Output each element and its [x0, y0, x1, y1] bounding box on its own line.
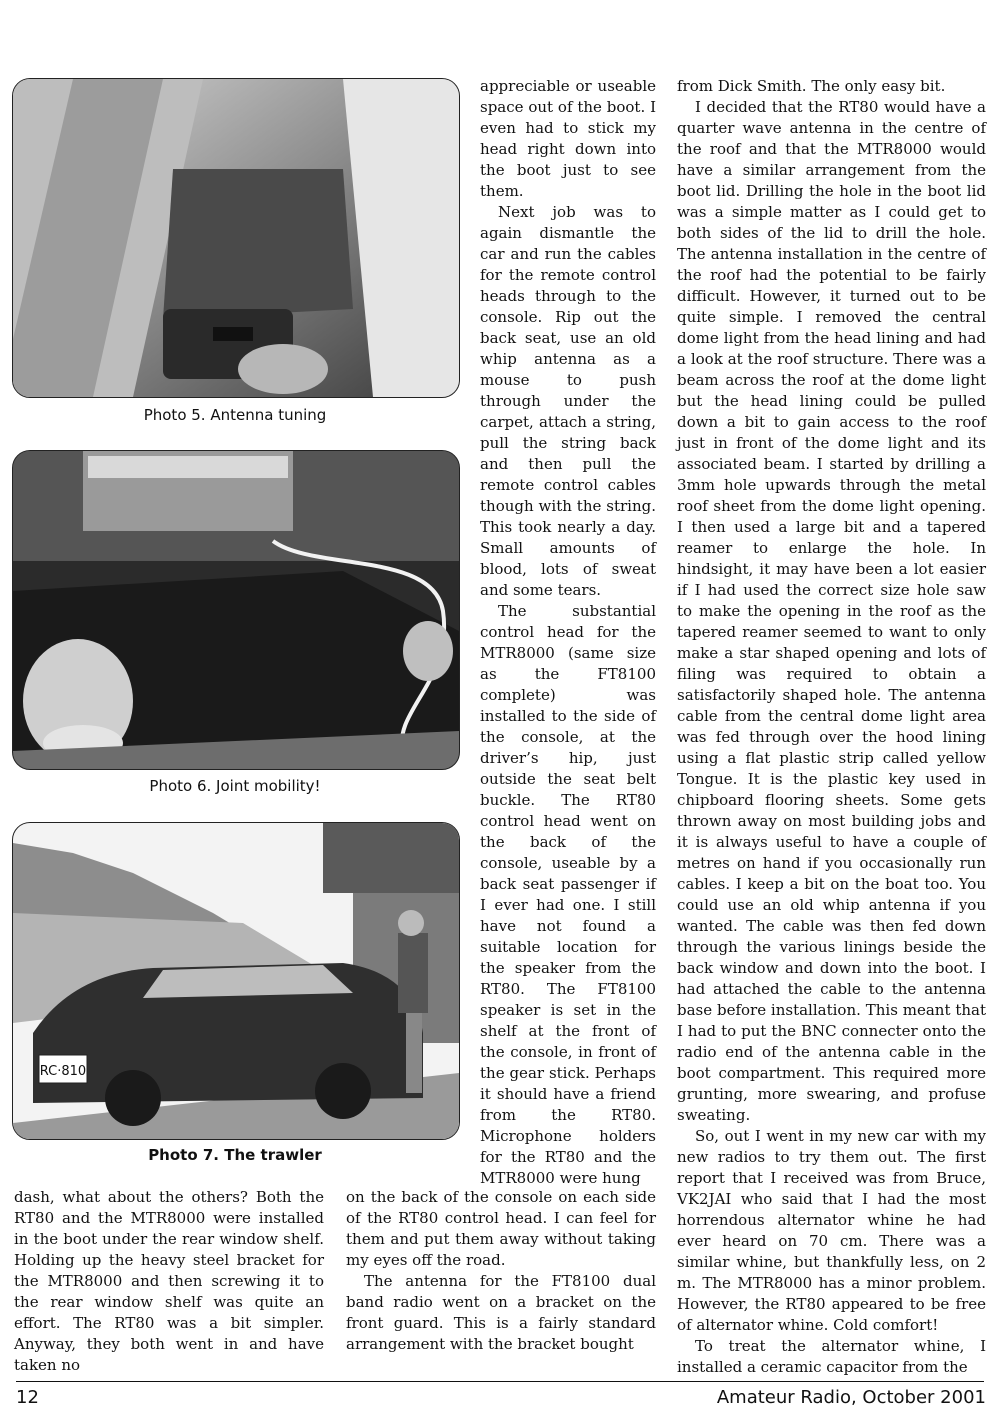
photo6-caption: Photo 6. Joint mobility!: [149, 777, 321, 795]
paragraph: on the back of the console on each side of the RT80 control head. I can feel for them and put them away without taking my eyes off the road.: [346, 1188, 656, 1269]
photo-antenna-tuning: [12, 78, 460, 398]
paragraph: I decided that the RT80 would have a quarter wave antenna in the centre of the roof and that the MTR8000 would have a similar arrangement from the boot lid. Drilling the hole in the boot lid was a simple matter as I could get to both sides of the lid to drill the hole. The antenna installation in the centre of the roof had the potential to be fairly difficult. However, it turned out to be quite simple. I removed the central dome light from the head lining and had a look at the roof structure. There was a beam across the roof at the dome light but the head lining could be pulled down a bit to gain access to the roof just in front of the dome light and its associated beam. I started by drilling a 3mm hole upwards through the metal roof sheet from the dome light opening. I then used a large bit and a tapered reamer to enlarge the hole. In hindsight, it may have been a lot easier if I had used the correct size hole saw to make the opening in the roof as the tapered reamer seemed to want to only make a star shaped opening and lots of filing was required to obtain a satisfactorily shaped hole. The antenna cable from the central dome light area was fed through over the hood lining using a flat plastic strip called yellow Tongue. It is the plastic key used in chipboard flooring sheets. Some gets thrown away on most building jobs and it is always useful to have a couple of metres on hand if you occasionally run cables. I keep a bit on the boat too. You could use an old whip antenna if you wanted. The cable was then fed down through the various linings beside the back window and down into the boot. I had attached the cable to the antenna base before installation. This meant that I had to put the BNC connecter onto the radio end of the antenna cable in the boot compartment. This required more grunting, more swearing, and profuse sweating.: [677, 98, 986, 1124]
paragraph: So, out I went in my new car with my new radios to try them out. The first report that I received was from Bruce, VK2JAI who said that I had the most horrendous alternator whine he had ever heard on 70 cm. There was a similar whine, but thankfully less, on 2 m. The MTR8000 has a minor problem. However, the RT80 appeared to be free of alternator whine. Cold comfort!: [677, 1127, 986, 1334]
paragraph: The substantial control head for the MTR8000 (same size as the FT8100 complete) was installed to the side of the console, at the driver’s hip, just outside the seat belt buckle. The RT80 control head went on the back of the console, useable by a back seat passenger if I ever had one. I still have not found a suitable location for the speaker from the RT80. The FT8100 speaker is set in the shelf at the front of the console, in front of the gear stick. Perhaps it should have a friend from the RT80. Microphone holders for the RT80 and the MTR8000 were hung: [480, 602, 656, 1187]
photo5-caption: Photo 5. Antenna tuning: [143, 406, 327, 424]
paragraph: To treat the alternator whine, I installed a ceramic capacitor from the: [677, 1337, 986, 1376]
footer-rule: [16, 1381, 984, 1382]
photo7-caption: Photo 7. The trawler: [148, 1146, 322, 1164]
paragraph: dash, what about the others? Both the RT80 and the MTR8000 were installed in the boot under the rear window shelf. Holding up the heavy steel bracket for the MTR8000 and then screwing it to the rear window shelf was quite an effort. The RT80 was a bit simpler. Anyway, they both went in and have taken no: [14, 1188, 324, 1374]
paragraph: appreciable or useable space out of the boot. I even had to stick my head right down into the boot just to see them.: [480, 77, 656, 200]
article-column-middle: [480, 76, 656, 1189]
photo-the-trawler: [12, 822, 460, 1140]
article-column-bottom-left: [14, 1187, 324, 1376]
photo7-license-plate: RC·810: [39, 1064, 87, 1079]
paragraph: The antenna for the FT8100 dual band radio went on a bracket on the front guard. This is a fairly standard arrangement with the bracket bought: [346, 1272, 656, 1353]
article-column-right: [677, 76, 986, 1378]
photo-joint-mobility: [12, 450, 460, 770]
page-number: 12: [16, 1387, 39, 1408]
magazine-issue: Amateur Radio, October 2001: [716, 1387, 986, 1408]
photo7-image: [13, 823, 459, 1139]
paragraph: Next job was to again dismantle the car and run the cables for the remote control heads through to the console. Rip out the back seat, use an old whip antenna as a mouse to push through under the carpet, attach a string, pull the string back and then pull the remote control cables though with the string. This took nearly a day. Small amounts of blood, lots of sweat and some tears.: [480, 203, 656, 599]
photo6-image: [13, 451, 459, 769]
photo5-image: [13, 79, 459, 397]
paragraph: from Dick Smith. The only easy bit.: [677, 77, 946, 95]
article-column-bottom-middle: [346, 1187, 656, 1355]
